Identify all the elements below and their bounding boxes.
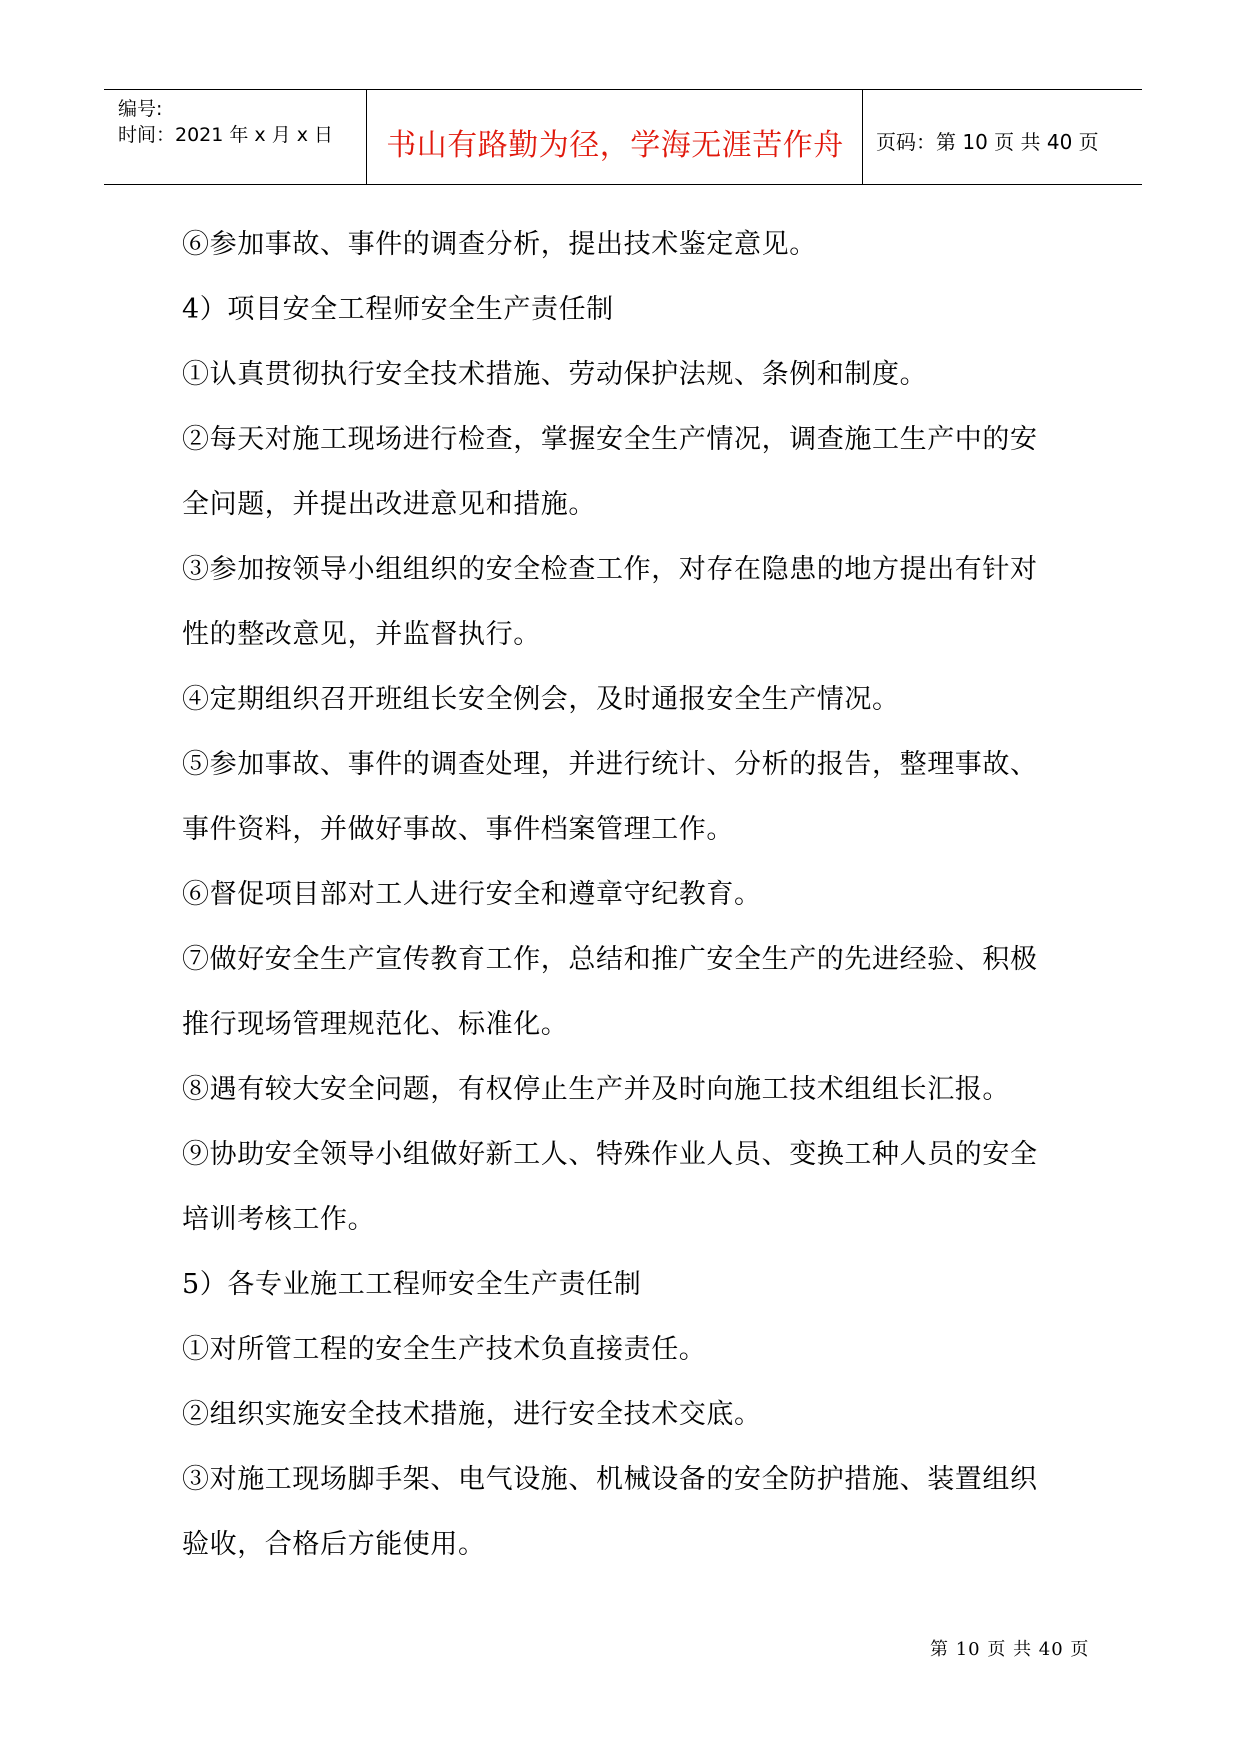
paragraph-line: ⑥督促项目部对工人进行安全和遵章守纪教育。 (182, 879, 762, 910)
document-time-label: 时间：2021 年 x 月 x 日 (118, 124, 334, 146)
section-heading: 5）各专业施工工程师安全生产责任制 (182, 1269, 642, 1300)
document-number-label: 编号: (118, 98, 163, 120)
paragraph-line: ③参加按领导小组组织的安全检查工作，对存在隐患的地方提出有针对 (182, 554, 1038, 585)
paragraph-line: ①认真贯彻执行安全技术措施、劳动保护法规、条例和制度。 (182, 359, 928, 390)
document-body (182, 212, 1102, 1577)
paragraph-line: 事件资料，并做好事故、事件档案管理工作。 (182, 814, 734, 845)
page-footer: 第 10 页 共 40 页 (930, 1639, 1090, 1660)
page-header (104, 89, 1142, 185)
header-page-code: 页码：第 10 页 共 40 页 (876, 130, 1099, 154)
header-page-cell (864, 90, 1142, 184)
paragraph-line: ⑨协助安全领导小组做好新工人、特殊作业人员、变换工种人员的安全 (182, 1139, 1038, 1170)
paragraph-line: ②组织实施安全技术措施，进行安全技术交底。 (182, 1399, 762, 1430)
paragraph-line: 培训考核工作。 (182, 1204, 376, 1235)
header-info-cell (104, 90, 367, 184)
paragraph-line: 验收，合格后方能使用。 (182, 1529, 486, 1560)
paragraph-line: 性的整改意见，并监督执行。 (182, 619, 541, 650)
paragraph-line: ②每天对施工现场进行检查，掌握安全生产情况，调查施工生产中的安 (182, 424, 1038, 455)
paragraph-line: ⑦做好安全生产宣传教育工作，总结和推广安全生产的先进经验、积极 (182, 944, 1038, 975)
paragraph-line: ⑥参加事故、事件的调查分析，提出技术鉴定意见。 (182, 229, 817, 260)
paragraph-line: ⑧遇有较大安全问题，有权停止生产并及时向施工技术组组长汇报。 (182, 1074, 1010, 1105)
paragraph-line: ⑤参加事故、事件的调查处理，并进行统计、分析的报告，整理事故、 (182, 749, 1038, 780)
paragraph-line: 全问题，并提出改进意见和措施。 (182, 489, 596, 520)
header-motto: 书山有路勤为径，学海无涯苦作舟 (386, 128, 844, 163)
paragraph-line: 推行现场管理规范化、标准化。 (182, 1009, 569, 1040)
paragraph-line: ③对施工现场脚手架、电气设施、机械设备的安全防护措施、装置组织 (182, 1464, 1038, 1495)
header-motto-cell (368, 90, 863, 184)
paragraph-line: ④定期组织召开班组长安全例会，及时通报安全生产情况。 (182, 684, 900, 715)
section-heading: 4）项目安全工程师安全生产责任制 (182, 294, 614, 325)
paragraph-line: ①对所管工程的安全生产技术负直接责任。 (182, 1334, 707, 1365)
